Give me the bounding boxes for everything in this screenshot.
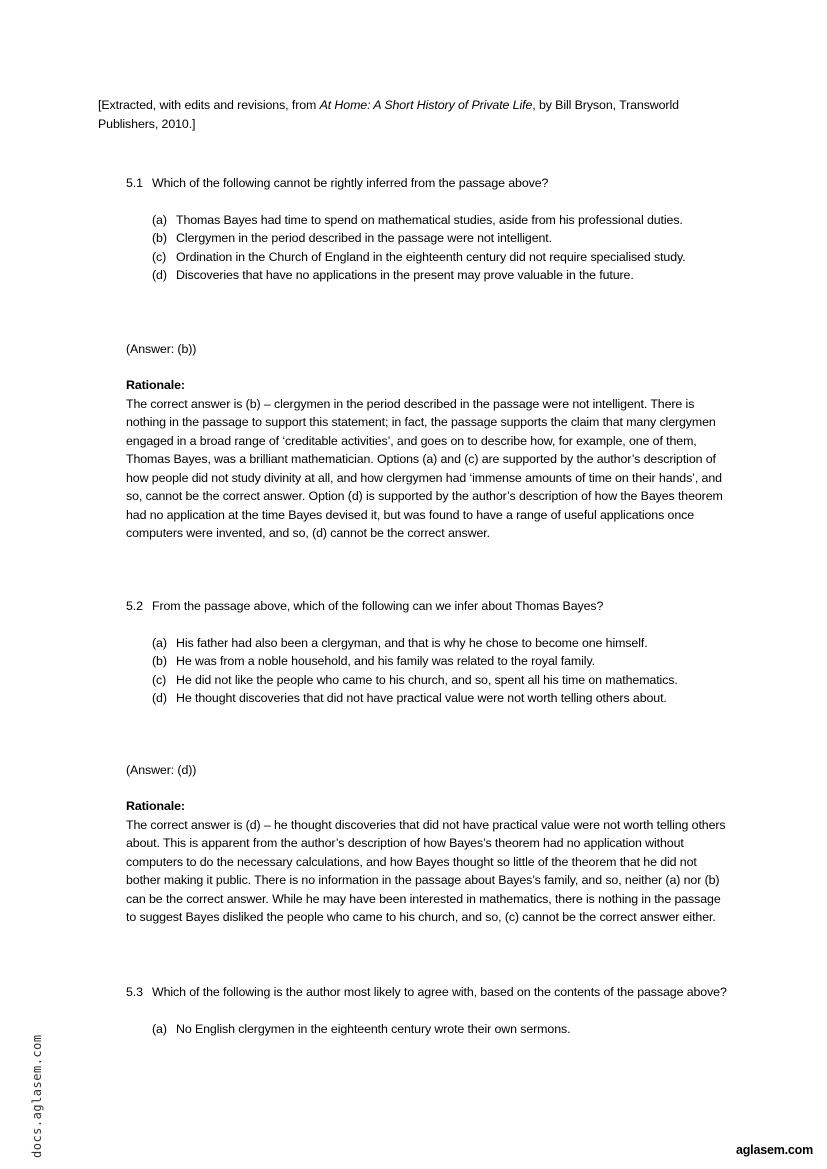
list-item[interactable] [126, 211, 728, 230]
option-letter: (d) [152, 691, 167, 705]
question-prompt: From the passage above, which of the following can we infer about Thomas Bayes? [152, 599, 604, 613]
option-text: Thomas Bayes had time to spend on mathematical studies, aside from his professional duties. [176, 212, 683, 227]
question-block-5-2 [126, 597, 728, 708]
option-letter: (a) [152, 212, 167, 227]
rationale-block-5-1 [126, 376, 728, 543]
option-list [126, 211, 728, 285]
question-block-5-3 [126, 983, 728, 1038]
option-text: He did not like the people who came to his church, and so, spent all his time on mathematics. [176, 672, 678, 687]
option-letter: (c) [152, 249, 167, 264]
option-letter: (b) [152, 654, 167, 668]
list-item[interactable] [126, 671, 728, 690]
question-prompt: Which of the following is the author most likely to agree with, based on the contents of the passage above? [152, 985, 727, 999]
option-text: He was from a noble household, and his family was related to the royal family. [176, 654, 595, 668]
source-attribution-note [98, 96, 708, 134]
list-item[interactable] [126, 652, 728, 671]
answer-text: (Answer: (d)) [126, 763, 197, 777]
side-watermark: docs.aglasem.com [30, 1034, 44, 1158]
option-letter: (c) [152, 672, 167, 687]
question-number: 5.3 [126, 985, 143, 999]
list-item[interactable] [126, 689, 728, 708]
list-item[interactable] [126, 266, 728, 285]
rationale-heading: Rationale: [126, 378, 185, 392]
list-item[interactable] [126, 229, 728, 248]
option-list [126, 1020, 728, 1039]
option-text: Clergymen in the period described in the passage were not intelligent. [176, 231, 552, 245]
rationale-block-5-2 [126, 797, 728, 927]
source-note-suffix: , by Bill Bryson, Transworld Publishers, 2010.] [98, 98, 679, 131]
option-text: His father had also been a clergyman, and that is why he chose to become one himself. [176, 635, 648, 650]
brand-logo: aglasem.com [735, 1143, 813, 1157]
option-letter: (a) [152, 635, 167, 650]
option-letter: (b) [152, 231, 167, 245]
question-block-5-1 [126, 174, 728, 285]
option-letter: (d) [152, 268, 167, 282]
list-item[interactable] [126, 1020, 728, 1039]
option-list [126, 634, 728, 708]
rationale-heading: Rationale: [126, 799, 185, 813]
option-letter: (a) [152, 1021, 167, 1036]
source-note-prefix: [Extracted, with edits and revisions, from [98, 98, 320, 112]
option-text: He thought discoveries that did not have practical value were not worth telling others about. [176, 691, 667, 705]
option-text: No English clergymen in the eighteenth century wrote their own sermons. [176, 1021, 571, 1036]
rationale-text: The correct answer is (d) – he thought discoveries that did not have practical value were not worth telling others about. This is apparent from the author’s description of how Bayes’s theorem had no application without computers to do the necessary calculations, and how Bayes thought so little of the theorem that he did not bother making it public. There is no information in the passage about Bayes’s family, and so, neither (a) nor (b) can be the correct answer. While he may have been interested in mathematics, there is nothing in the passage to suggest Bayes disliked the people who came to his church, and so, (c) cannot be the correct answer either. [126, 817, 726, 924]
rationale-text: The correct answer is (b) – clergymen in the period described in the passage were not intelligent. There is nothing in the passage to support this statement; in fact, the passage supports the claim that many clergymen engaged in a broad range of ‘creditable activities’, and goes on to describe how, for example, one of them, Thomas Bayes, was a brilliant mathematician. Options (a) and (c) are supported by the author’s description of how people did not study divinity at all, and how clergymen had ‘immense amounts of time on their hands’, and so, cannot be the correct answer. Option (d) is supported by the author’s description of how the Bayes theorem had no application at the time Bayes devised it, but was found to have a range of useful applications once computers were invented, and so, (d) cannot be the correct answer. [126, 396, 723, 540]
answer-line-5-1 [126, 340, 728, 359]
option-text: Ordination in the Church of England in the eighteenth century did not require specialised study. [176, 249, 686, 264]
question-number: 5.2 [126, 599, 143, 613]
source-note-book-title: At Home: A Short History of Private Life [319, 98, 533, 112]
question-heading [126, 174, 728, 193]
list-item[interactable] [126, 248, 728, 267]
question-prompt: Which of the following cannot be rightly inferred from the passage above? [152, 176, 549, 190]
option-text: Discoveries that have no applications in the present may prove valuable in the future. [176, 268, 634, 282]
list-item[interactable] [126, 634, 728, 653]
question-heading [126, 597, 728, 616]
question-heading [126, 983, 728, 1002]
answer-line-5-2 [126, 761, 728, 780]
answer-text: (Answer: (b)) [126, 342, 197, 356]
question-number: 5.1 [126, 176, 143, 190]
